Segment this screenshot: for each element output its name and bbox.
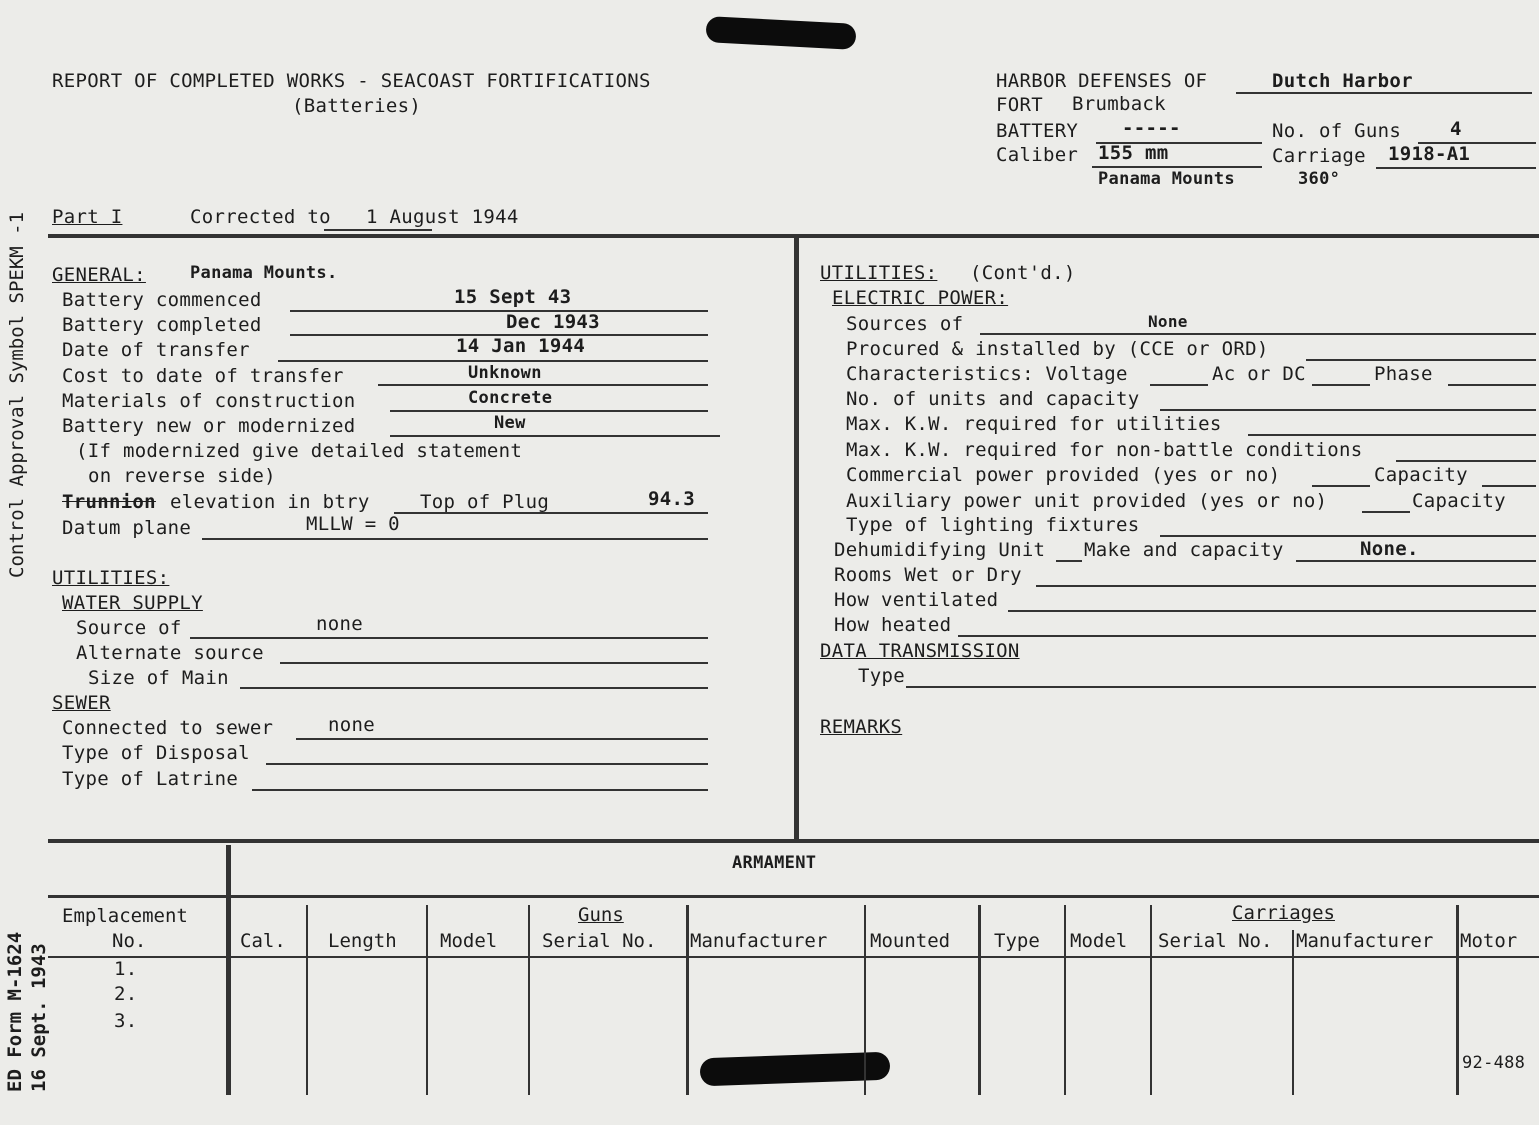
traverse-value: 360° <box>1298 169 1341 189</box>
utilities-cont-heading: UTILITIES: <box>820 262 938 284</box>
lighting-line <box>1160 535 1536 537</box>
armament-left-border <box>226 845 231 1095</box>
newmod-line <box>390 435 720 437</box>
col-model: Model <box>440 930 498 952</box>
col-mounted: Mounted <box>870 930 951 952</box>
col-divider <box>426 905 428 1095</box>
commercial-line <box>1312 485 1370 487</box>
col-divider <box>1292 930 1294 1095</box>
disposal-label: Type of Disposal <box>62 742 250 764</box>
datum-line <box>202 538 708 540</box>
section-rule-mid <box>48 839 1539 843</box>
maxkw-util-line <box>1248 434 1536 436</box>
power-sources-line <box>980 333 1536 335</box>
data-type-line <box>906 686 1536 688</box>
dehum-line <box>1056 560 1082 562</box>
voltage-line <box>1150 384 1208 386</box>
materials-line <box>390 410 708 412</box>
maxkw-nonbattle-label: Max. K.W. required for non-battle conditions <box>846 439 1363 461</box>
commenced-value: 15 Sept 43 <box>454 286 572 308</box>
harbor-defenses-label: HARBOR DEFENSES OF <box>996 70 1208 92</box>
acdc-label: Ac or DC <box>1212 363 1306 385</box>
sewer-heading: SEWER <box>52 692 111 714</box>
newmod-label: Battery new or modernized <box>62 415 356 437</box>
elevation-label: elevation in btry <box>170 491 370 513</box>
commenced-line <box>290 310 708 312</box>
cost-line <box>378 384 708 386</box>
materials-value: Concrete <box>468 388 553 408</box>
corrected-label: Corrected to <box>190 206 331 228</box>
emplacement-row-2: 2. <box>114 983 138 1005</box>
armament-heading: ARMAMENT <box>732 853 817 873</box>
carriage-label: Carriage <box>1272 145 1366 167</box>
col-carriage-model: Model <box>1070 930 1128 952</box>
commercial-capacity-line <box>1482 485 1536 487</box>
datum-value: MLLW = 0 <box>306 513 400 535</box>
utilities-cont-note: (Cont'd.) <box>970 262 1076 284</box>
control-approval-symbol: Control Approval Symbol SPEKM -1 <box>6 211 28 578</box>
commenced-label: Battery commenced <box>62 289 262 311</box>
completed-label: Battery completed <box>62 314 262 336</box>
phase-line <box>1448 384 1536 386</box>
electric-power-heading: ELECTRIC POWER: <box>832 287 1009 309</box>
connected-line <box>296 738 708 740</box>
redaction-mark-top <box>705 16 856 50</box>
fort-value: Brumback <box>1072 93 1166 115</box>
general-note: Panama Mounts. <box>190 263 338 283</box>
stamp-number: 92-488 <box>1462 1053 1526 1073</box>
elevation-value: 94.3 <box>648 488 695 510</box>
transfer-label: Date of transfer <box>62 339 250 361</box>
main-size-label: Size of Main <box>88 667 229 689</box>
main-size-line <box>240 687 708 689</box>
acdc-line <box>1312 384 1370 386</box>
aux-label: Auxiliary power unit provided (yes or no) <box>846 490 1328 512</box>
rooms-line <box>1036 585 1536 587</box>
water-source-label: Source of <box>76 617 182 639</box>
num-guns-label: No. of Guns <box>1272 120 1402 142</box>
redaction-mark-bottom <box>700 1052 891 1087</box>
connected-label: Connected to sewer <box>62 717 274 739</box>
maxkw-util-label: Max. K.W. required for utilities <box>846 413 1222 435</box>
report-title: REPORT OF COMPLETED WORKS - SEACOAST FORTIFICATIONS <box>52 70 651 92</box>
maxkw-nonbattle-line <box>1396 460 1536 462</box>
dehum-label: Dehumidifying Unit <box>834 539 1046 561</box>
mount-note: Panama Mounts <box>1098 169 1235 189</box>
lighting-label: Type of lighting fixtures <box>846 514 1140 536</box>
voltage-label: Characteristics: Voltage <box>846 363 1128 385</box>
latrine-line <box>252 789 708 791</box>
phase-label: Phase <box>1374 363 1433 385</box>
col-divider <box>306 905 308 1095</box>
col-divider <box>1064 905 1066 1095</box>
ventilated-label: How ventilated <box>834 589 999 611</box>
harbor-defenses-value: Dutch Harbor <box>1272 70 1413 92</box>
col-cal: Cal. <box>240 930 286 952</box>
col-divider <box>528 905 530 1095</box>
elevation-line <box>394 512 708 514</box>
part-label: Part I <box>52 206 123 228</box>
newmod-value: New <box>494 413 526 433</box>
corrected-value: 1 August 1944 <box>366 206 519 228</box>
caliber-label: Caliber <box>996 144 1079 166</box>
commercial-label: Commercial power provided (yes or no) <box>846 464 1281 486</box>
connected-value: none <box>328 714 375 736</box>
col-divider <box>1456 905 1459 1095</box>
procured-line <box>1306 359 1536 361</box>
emplacement-header: Emplacement <box>62 905 188 927</box>
battery-value: ----- <box>1122 117 1181 139</box>
fort-label: FORT <box>996 94 1043 116</box>
utilities-heading: UTILITIES: <box>52 567 170 589</box>
col-carriage-manufacturer: Manufacturer <box>1296 930 1434 952</box>
report-subtitle: (Batteries) <box>292 95 422 117</box>
emplacement-row-3: 3. <box>114 1010 138 1032</box>
col-motor: Motor <box>1460 930 1518 952</box>
col-carriage-type: Type <box>994 930 1040 952</box>
form-number: ED Form M-1624 <box>4 931 26 1092</box>
caliber-value: 155 mm <box>1098 142 1169 164</box>
harbor-line <box>1236 92 1532 94</box>
modnote-line1: (If modernized give detailed statement <box>76 440 523 462</box>
transfer-value: 14 Jan 1944 <box>456 335 586 357</box>
latrine-label: Type of Latrine <box>62 768 239 790</box>
emplacement-row-1: 1. <box>114 958 138 980</box>
rooms-label: Rooms Wet or Dry <box>834 564 1022 586</box>
elevation-where: Top of Plug <box>420 491 550 513</box>
guns-group-header: Guns <box>578 904 624 926</box>
remarks-heading: REMARKS <box>820 716 903 738</box>
carriage-value: 1918-A1 <box>1388 143 1471 165</box>
emplacement-no-header: No. <box>112 930 147 952</box>
water-source-value: none <box>316 613 363 635</box>
disposal-line <box>266 763 708 765</box>
elevation-struck: Trunnion <box>62 491 156 513</box>
power-sources-value: None <box>1148 312 1188 331</box>
col-divider <box>978 905 981 1095</box>
make-capacity-line <box>1296 560 1536 562</box>
form-date: 16 Sept. 1943 <box>28 943 50 1092</box>
alt-source-line <box>280 662 708 664</box>
completed-value: Dec 1943 <box>506 311 600 333</box>
cost-label: Cost to date of transfer <box>62 365 344 387</box>
carriage-line <box>1376 167 1536 169</box>
commercial-capacity-label: Capacity <box>1374 464 1468 486</box>
materials-label: Materials of construction <box>62 390 356 412</box>
units-line <box>1160 409 1536 411</box>
cost-value: Unknown <box>468 363 542 383</box>
ventilated-line <box>1008 610 1536 612</box>
datum-label: Datum plane <box>62 517 192 539</box>
power-sources-label: Sources of <box>846 313 964 335</box>
aux-line <box>1362 511 1410 513</box>
general-heading: GENERAL: <box>52 264 146 286</box>
modnote-line2: on reverse side) <box>88 465 276 487</box>
col-divider <box>1150 905 1152 1095</box>
data-type-label: Type <box>858 665 905 687</box>
col-gun-serial: Serial No. <box>542 930 657 952</box>
column-divider <box>794 238 799 839</box>
num-guns-value: 4 <box>1450 118 1462 140</box>
col-divider <box>864 905 866 1095</box>
col-length: Length <box>328 930 397 952</box>
col-carriage-serial: Serial No. <box>1158 930 1273 952</box>
make-capacity-label: Make and capacity <box>1084 539 1284 561</box>
water-supply-heading: WATER SUPPLY <box>62 592 203 614</box>
alt-source-label: Alternate source <box>76 642 264 664</box>
carriages-group-header: Carriages <box>1232 902 1335 924</box>
heated-label: How heated <box>834 614 952 636</box>
corrected-line <box>324 229 432 231</box>
col-gun-manufacturer: Manufacturer <box>690 930 828 952</box>
battery-label: BATTERY <box>996 120 1079 142</box>
col-divider <box>686 905 689 1095</box>
aux-capacity-label: Capacity <box>1412 490 1506 512</box>
units-label: No. of units and capacity <box>846 388 1140 410</box>
dehum-value: None. <box>1360 538 1419 560</box>
heated-line <box>958 635 1536 637</box>
procured-label: Procured & installed by (CCE or ORD) <box>846 338 1269 360</box>
armament-rule <box>48 895 1539 898</box>
data-transmission-heading: DATA TRANSMISSION <box>820 640 1020 662</box>
water-source-line <box>190 637 708 639</box>
header-bottom-rule <box>48 956 1539 958</box>
